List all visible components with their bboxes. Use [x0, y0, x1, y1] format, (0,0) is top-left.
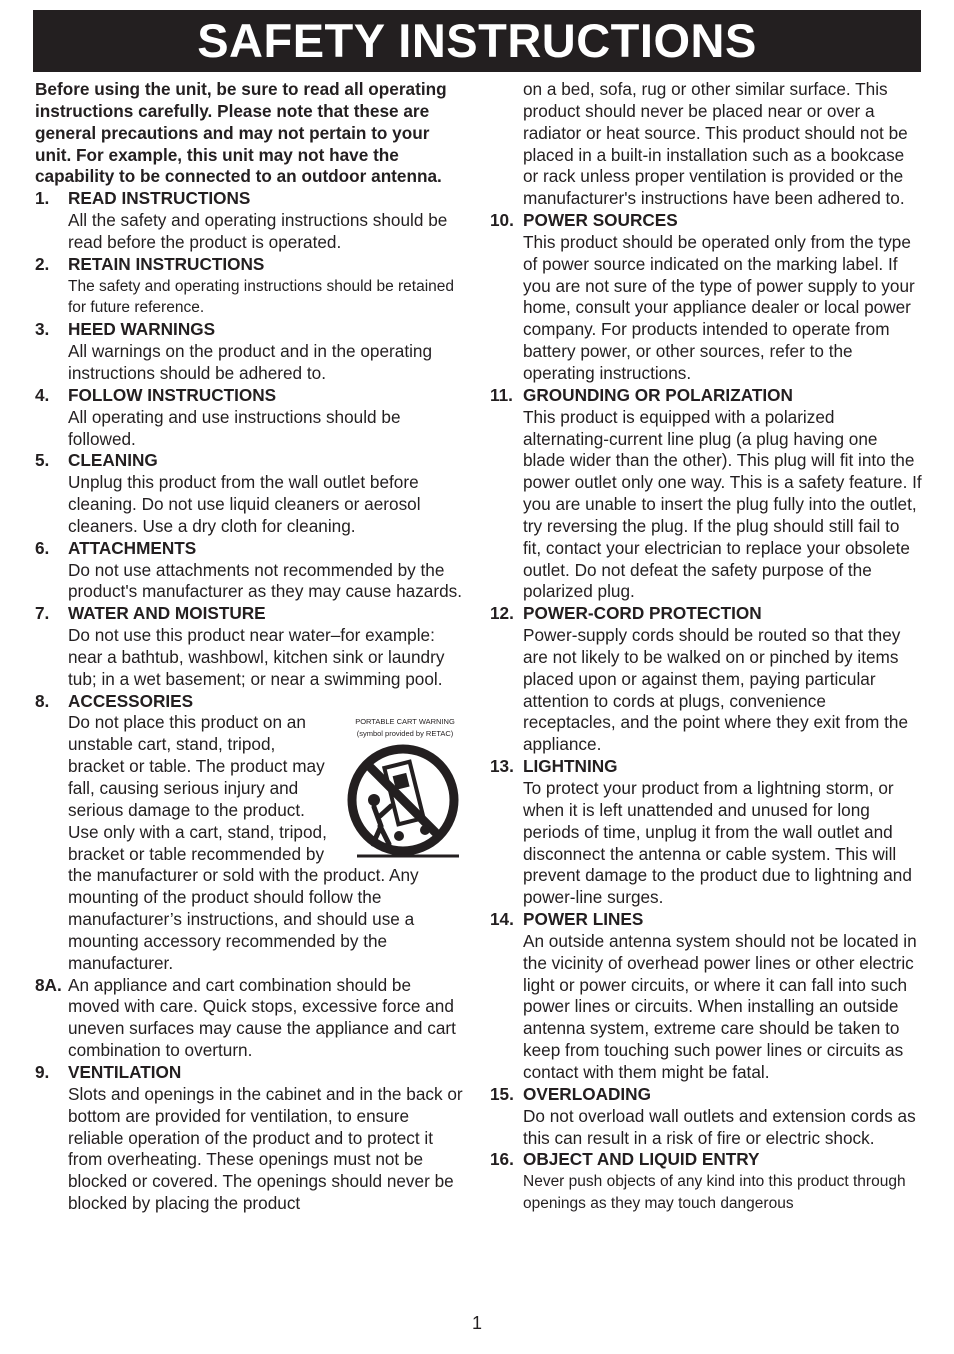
item-body: All the safety and operating instructions should be read before the product is operated. [68, 210, 448, 252]
item-number: 1. [35, 188, 50, 209]
item-body: This product is equipped with a polarized alternating-current line plug (a plug having one blade wider than the other). This plug will fit into the power outlet only one way. This is a safety feature. If you are unable to insert the plug fully into the outlet, try reversing the plug. If the plug should still fail to fit, contact your electrician to replace your obsolete outlet. Do not defeat the safety purpose of the polarized plug. [523, 406, 922, 602]
item-heading: GROUNDING OR POLARIZATION [523, 384, 793, 405]
item-body: All warnings on the product and in the operating instructions should be adhered to. [68, 341, 433, 383]
item-body: The safety and operating instructions should be retained for future reference. [68, 277, 455, 317]
cart-warning-caption: PORTABLE CART WARNING [355, 717, 455, 727]
item-number: 15. [490, 1083, 514, 1104]
item-power-cord-protection [490, 603, 922, 756]
item-number: 9. [35, 1061, 50, 1082]
item-number: 10. [490, 210, 514, 231]
portable-cart-warning-icon [347, 744, 463, 862]
item-heading: LIGHTNING [523, 756, 618, 777]
item-heading: POWER-CORD PROTECTION [523, 603, 762, 624]
page-title: SAFETY INSTRUCTIONS [33, 10, 921, 72]
item-body: Do not overload wall outlets and extension cords as this can result in a risk of fire or electric shock. [523, 1105, 916, 1148]
item-number: 12. [490, 603, 514, 624]
item-heading: HEED WARNINGS [68, 319, 216, 340]
item-heading: READ INSTRUCTIONS [68, 188, 251, 209]
item-number: 3. [35, 319, 50, 340]
item-number: 11. [490, 384, 513, 405]
item-grounding-or-polarization [490, 385, 922, 603]
item-number: 8. [35, 690, 50, 711]
item-number: 5. [35, 450, 50, 471]
item-attachments [35, 538, 465, 604]
item-heading: ACCESSORIES [68, 690, 194, 711]
item-body: Never push objects of any kind into this product through openings as they may touch dangerous [523, 1173, 906, 1213]
item-heading: POWER LINES [523, 909, 644, 930]
item-heading: VENTILATION [68, 1061, 182, 1082]
item-accessories [35, 691, 465, 975]
item-cleaning [35, 450, 465, 537]
item-body: Power-supply cords should be routed so that they are not likely to be walked on or pinched by items placed upon or against them, paying particular attention to cords at plugs, convenience receptacles, and the point where they exit from the appliance. [523, 625, 909, 755]
item-body-wrap [68, 712, 465, 974]
item-number: 14. [490, 909, 514, 930]
item-retain-instructions [35, 254, 465, 320]
item-heading: CLEANING [68, 450, 158, 471]
item-body: To protect your product from a lightning storm, or when it is left unattended and unused for long periods of time, unplug it from the wall outlet and disconnect the antenna or cable system. This will prevent damage to the product due to lightning and power-line surges. [523, 778, 912, 908]
item-body: This product should be operated only from the type of power source indicated on the marking label. If you are not sure of the type of power supply to your home, consult your appliance dealer or local power company. For products intended to operate from battery power, or other sources, refer to the operating instructions. [523, 231, 915, 383]
item-object-and-liquid-entry [490, 1149, 922, 1215]
cart-warning-figure [339, 716, 471, 864]
item-heading: OVERLOADING [523, 1083, 651, 1104]
item-number: 7. [35, 603, 50, 624]
item-cart-combination [35, 975, 465, 1062]
intro-paragraph: Before using the unit, be sure to read all operating instructions carefully. Please note that these are general precautions and may not pertain to your unit. For example, this unit may not have the capability to be connected to an outdoor antenna. [35, 79, 447, 187]
item-power-sources [490, 210, 922, 385]
item-number: 13. [490, 756, 514, 777]
item-heed-warnings [35, 319, 465, 385]
item-number: 4. [35, 384, 50, 405]
ventilation-continued: on a bed, sofa, rug or other similar surface. This product should never be placed near or over a radiator or heat source. This product should not be placed in a built-in installation such as a bookcase or rack unless proper ventilation is provided or the manufacturer's instructions have been adhered to. [523, 79, 908, 209]
item-body: Unplug this product from the wall outlet before cleaning. Do not use liquid cleaners or aerosol cleaners. Use a dry cloth for cleaning. [68, 472, 421, 536]
item-body: Do not use attachments not recommended by the product's manufacturer as they may cause hazards. [68, 559, 463, 602]
item-body: An appliance and cart combination should be moved with care. Quick stops, excessive force and uneven surfaces may cause the appliance and cart combination to overturn. [68, 974, 456, 1061]
item-follow-instructions [35, 385, 465, 451]
page-number: 1 [471, 1313, 482, 1333]
item-number: 16. [490, 1149, 514, 1170]
item-read-instructions [35, 188, 465, 254]
item-heading: FOLLOW INSTRUCTIONS [68, 384, 277, 405]
item-heading: ATTACHMENTS [68, 537, 197, 558]
item-heading: WATER AND MOISTURE [68, 603, 266, 624]
item-overloading [490, 1084, 922, 1150]
item-heading: POWER SOURCES [523, 210, 678, 231]
item-heading: OBJECT AND LIQUID ENTRY [523, 1149, 760, 1170]
item-ventilation [35, 1062, 465, 1215]
item-body: Do not place this product on an unstable cart, stand, tripod, bracket or table. The product may fall, causing serious injury and serious damage to the product. Use only with a cart, stand, tripod, bracket or table recommended by the manufacturer or sold with the product. Any mounting of the product should follow the manufacturer’s instructions, and should use a mounting accessory recommended by the manufacturer. [68, 712, 419, 973]
item-body: Do not use this product near water–for example: near a bathtub, washbowl, kitchen sink or laundry tub; in a wet basement; or near a swimming pool. [68, 625, 445, 689]
item-number: 2. [35, 253, 50, 274]
item-heading: RETAIN INSTRUCTIONS [68, 253, 265, 274]
cart-warning-subcaption: (symbol provided by RETAC) [356, 729, 454, 739]
right-column [490, 79, 922, 1215]
item-body-part: Slots and openings in the cabinet and in the back or bottom are provided for ventilation, to ensure reliable operation of the product and to protect it from overheating. These openings must not be blocked or covered. The openings should never be blocked by placing the product [68, 1083, 463, 1214]
item-number: 6. [35, 537, 50, 558]
item-lightning [490, 756, 922, 909]
item-water-and-moisture [35, 603, 465, 690]
item-number: 8A. [35, 974, 62, 995]
item-body: An outside antenna system should not be located in the vicinity of overhead power lines or other electric light or power circuits, or where it can fall into such power lines or circuits. When installing an outside antenna system, extreme care should be taken to keep from touching such power lines or circuits as contact with them might be fatal. [523, 930, 917, 1082]
item-body: All operating and use instructions should be followed. [68, 406, 401, 449]
item-power-lines [490, 909, 922, 1084]
left-column [35, 79, 465, 1215]
